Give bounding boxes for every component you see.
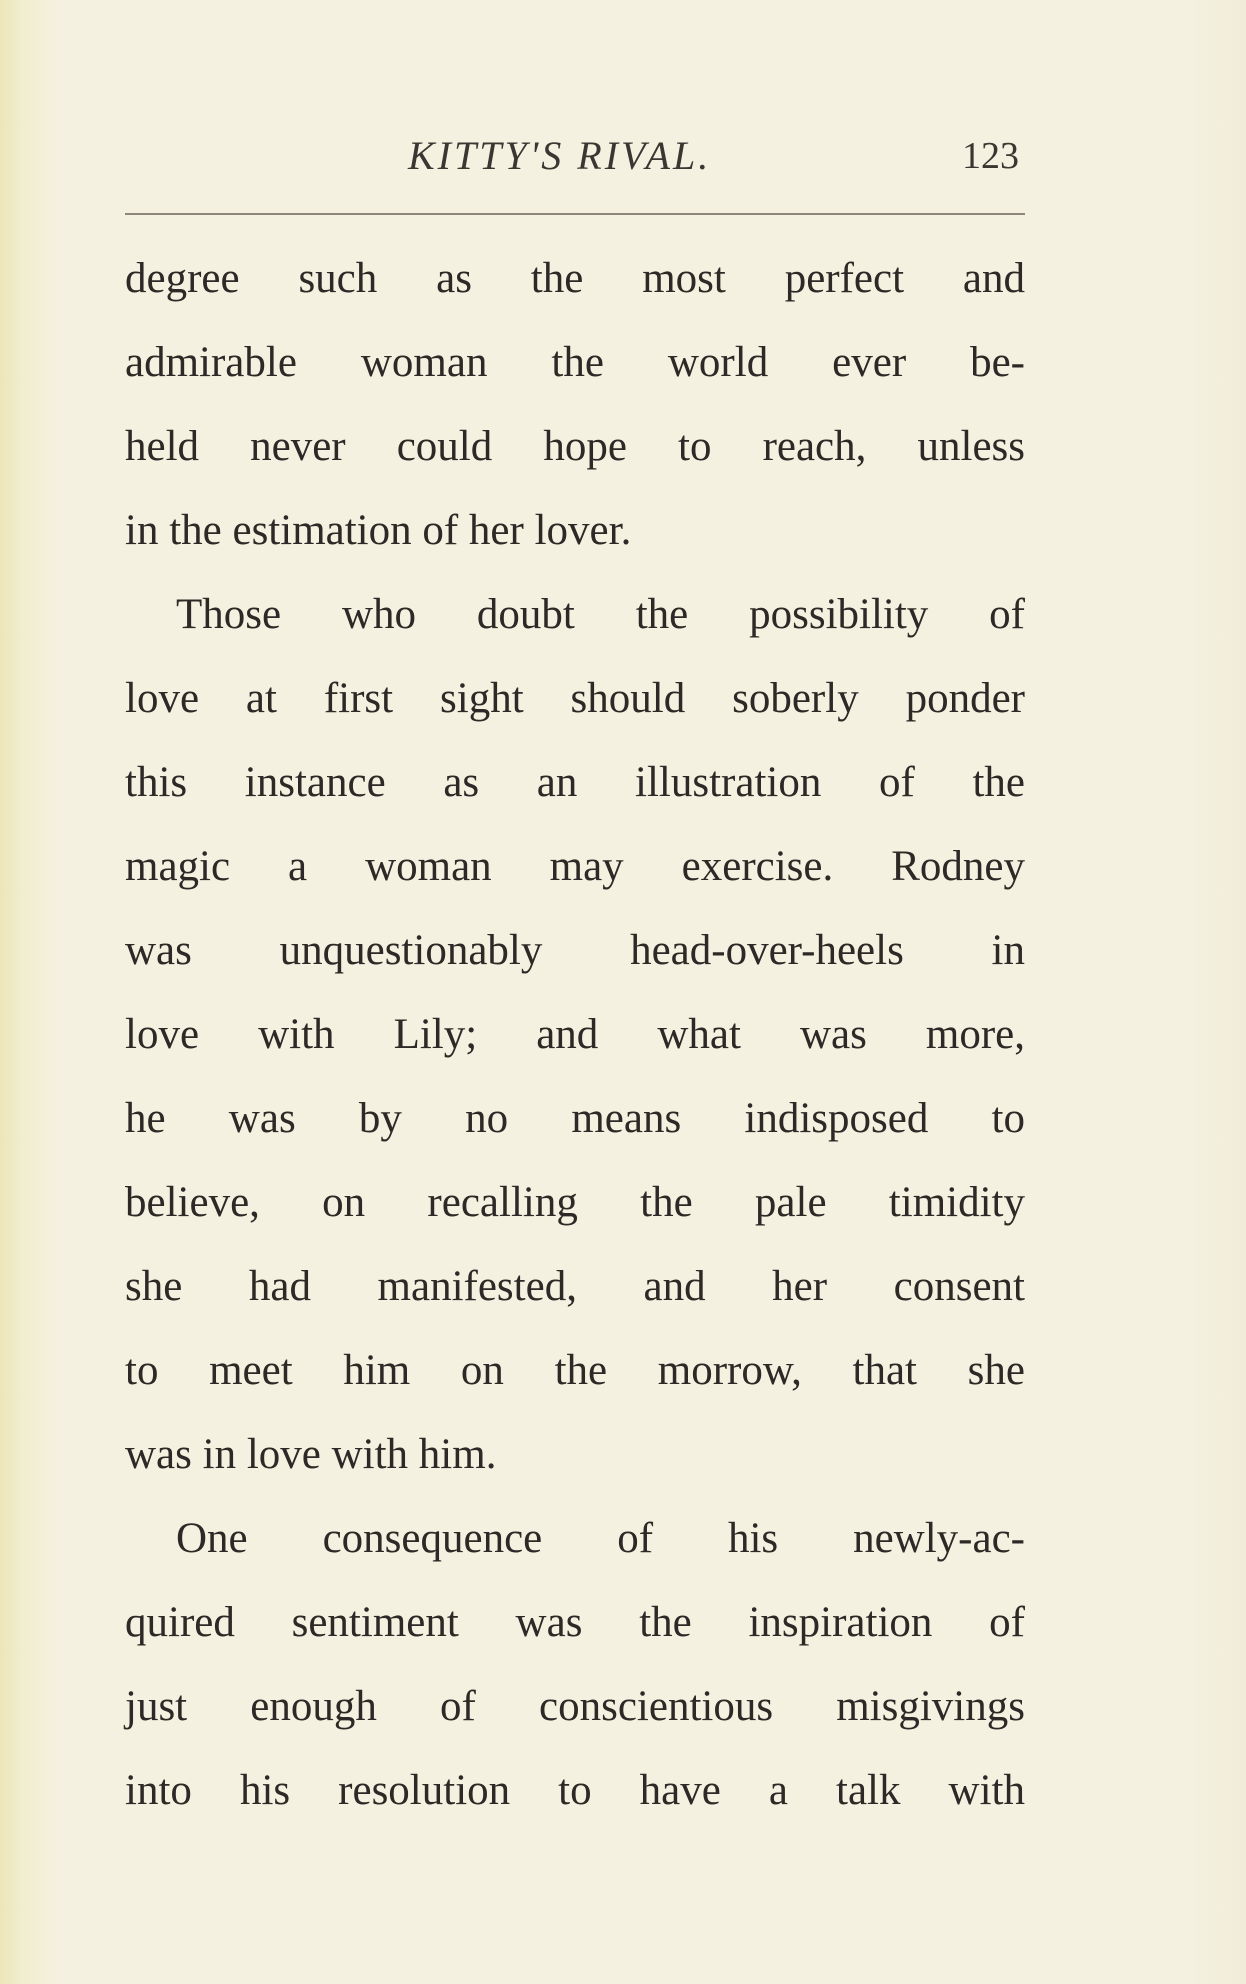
text-line: into his resolution to have a talk with (125, 1767, 1025, 1814)
page-number: 123 (962, 135, 1019, 177)
text-line: to meet him on the morrow, that she (125, 1347, 1025, 1394)
text-line: degree such as the most perfect and (125, 255, 1025, 302)
body-text (125, 237, 1025, 1833)
running-head (0, 118, 1246, 188)
text-line: love at first sight should soberly ponder (125, 675, 1025, 722)
text-line: this instance as an illustration of the (125, 759, 1025, 806)
header-rule (125, 213, 1025, 215)
text-line: magic a woman may exercise. Rodney (125, 843, 1025, 890)
running-title: KITTY'S RIVAL. (408, 133, 712, 178)
text-line: admirable woman the world ever be- (125, 339, 1025, 386)
text-line: was in love with him. (125, 1431, 497, 1478)
text-line: held never could hope to reach, unless (125, 423, 1025, 470)
text-line: just enough of conscientious misgivings (125, 1683, 1025, 1730)
text-line: quired sentiment was the inspiration of (125, 1599, 1025, 1646)
text-line: in the estimation of her lover. (125, 507, 632, 554)
text-line: she had manifested, and her consent (125, 1263, 1025, 1310)
text-line: One consequence of his newly-ac- (176, 1515, 1025, 1562)
text-line: Those who doubt the possibility of (176, 591, 1025, 638)
text-line: love with Lily; and what was more, (125, 1011, 1025, 1058)
text-line: was unquestionably head-over-heels in (125, 927, 1025, 974)
text-line: he was by no means indisposed to (125, 1095, 1025, 1142)
text-line: believe, on recalling the pale timidity (125, 1179, 1025, 1226)
